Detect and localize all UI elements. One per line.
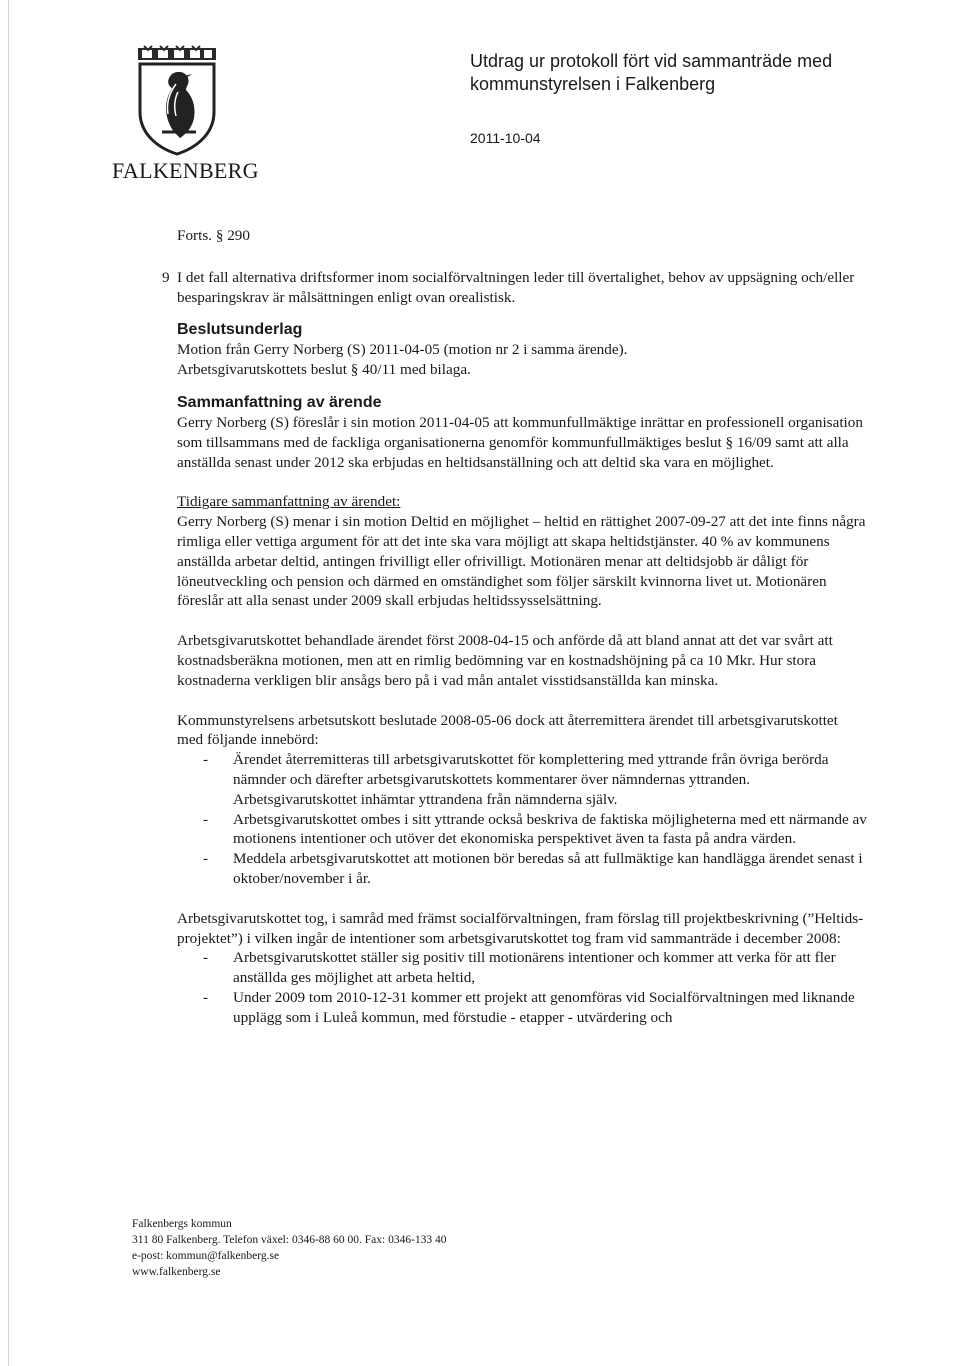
list-item: - Ärendet återremitteras till arbetsgivarutskottet för komplettering med yttrande från övriga berörda nämnder och därefter arbetsgivarutskottets kommentarer över nämndernas yttranden. Arbetsgivarutskottet inhämtar yttrandena från nämnderna själv. — [177, 750, 867, 809]
coat-of-arms-logo — [132, 44, 222, 156]
item-text: I det fall alternativa driftsformer inom socialförvaltningen leder till övertalighet, behov av uppsägning och/eller besparingskrav är målsättningen enligt ovan orealistisk. — [177, 268, 855, 306]
section-heading-beslutsunderlag: Beslutsunderlag — [177, 321, 303, 339]
municipality-name: FALKENBERG — [112, 158, 259, 183]
tidigare-text: Gerry Norberg (S) menar i sin motion Deltid en möjlighet – heltid en rättighet 2007-09-27 att det inte finns några rimliga eller vettiga argument för att det inte ska vara möjligt att skapa heltidstjänster. 40 % av kommunens anställda arbetar deltid, antingen frivilligt eller ofrivilligt. Motionären menar att deltidsjobb är dåligt för löneutveckling och pension och därmed en omständighet som följer särskilt kvinnorna livet ut. Motionären föreslår att alla senast under 2009 skall erbjudas heltidssysselsättning. — [177, 513, 866, 610]
footer-email[interactable]: e-post: kommun@falkenberg.se — [132, 1250, 280, 1262]
falcon-shield-icon — [132, 44, 222, 156]
subheading-tidigare: Tidigare sammanfattning av ärendet: — [177, 493, 401, 511]
dash-list — [177, 750, 867, 889]
footer-name: Falkenbergs kommun — [132, 1218, 232, 1230]
document-body — [162, 226, 867, 1028]
item-number: 9 — [162, 268, 170, 286]
page-footer — [132, 1216, 447, 1280]
page-edge-line — [8, 0, 9, 1366]
dash-list — [177, 948, 867, 1027]
numbered-item-9 — [162, 268, 867, 308]
list-item: - Meddela arbetsgivarutskottet att motionen bör beredas så att fullmäktige kan handlägga ärendet senast i oktober/november i år. — [177, 849, 867, 889]
document-title: Utdrag ur protokoll fört vid sammanträde med kommunstyrelsen i Falkenberg — [470, 51, 833, 94]
sammanfattning-text: Gerry Norberg (S) föreslår i sin motion 2011-04-05 att kommunfullmäktige inrättar en professionell organisation som tillsammans med de fackliga organisationerna genomför kommunfullmäktiges beslut § 16/09 samt att alla anställda senast under 2012 ska erbjudas en heltidsanställning och att deltid ska vara en möjlighet. — [177, 413, 863, 471]
continuation-label: Forts. § 290 — [177, 227, 250, 244]
list-item: - Under 2009 tom 2010-12-31 kommer ett projekt att genomföras vid Socialförvaltningen med liknande upplägg som i Luleå kommun, med förstudie - etapper - utvärdering och — [177, 988, 867, 1028]
beslutsunderlag-line: Arbetsgivarutskottets beslut § 40/11 med bilaga. — [177, 361, 471, 379]
footer-web[interactable]: www.falkenberg.se — [132, 1266, 221, 1278]
footer-address: 311 80 Falkenberg. Telefon växel: 0346-88 60 00. Fax: 0346-133 40 — [132, 1234, 447, 1246]
paragraph: Arbetsgivarutskottet tog, i samråd med främst socialförvaltningen, fram förslag till projektbeskrivning (”Heltids-projektet”) i vilken ingår de intentioner som arbetsgivarutskottet tog fram vid sammanträde i december 2008: — [177, 909, 864, 947]
list-item: - Arbetsgivarutskottet ställer sig positiv till motionärens intentioner och kommer att verka för att fler anställda ges möjlighet att arbeta heltid, — [177, 948, 867, 988]
beslutsunderlag-line: Motion från Gerry Norberg (S) 2011-04-05 (motion nr 2 i samma ärende). — [177, 341, 628, 359]
paragraph: Kommunstyrelsens arbetsutskott beslutade 2008-05-06 dock att återremittera ärendet till arbetsgivarutskottet med följande innebörd: — [177, 711, 838, 749]
section-heading-sammanfattning: Sammanfattning av ärende — [177, 393, 382, 411]
list-item: - Arbetsgivarutskottet ombes i sitt yttrande också beskriva de faktiska möjligheterna med ett närmande av motionens intentioner och utöver det ekonomiska perspektivet även ta fasta på andra värden. — [177, 810, 867, 850]
document-date: 2011-10-04 — [470, 130, 541, 146]
paragraph: Arbetsgivarutskottet behandlade ärendet först 2008-04-15 och anförde då att bland annat att det var svårt att kostnadsberäkna motionen, men att en rimlig bedömning var en kostnadshöjning på ca 10 Mkr. Hur stora kostnaderna verkligen blir ansågs bero på i vad mån antalet visstidsanställda kan minska. — [177, 632, 833, 689]
